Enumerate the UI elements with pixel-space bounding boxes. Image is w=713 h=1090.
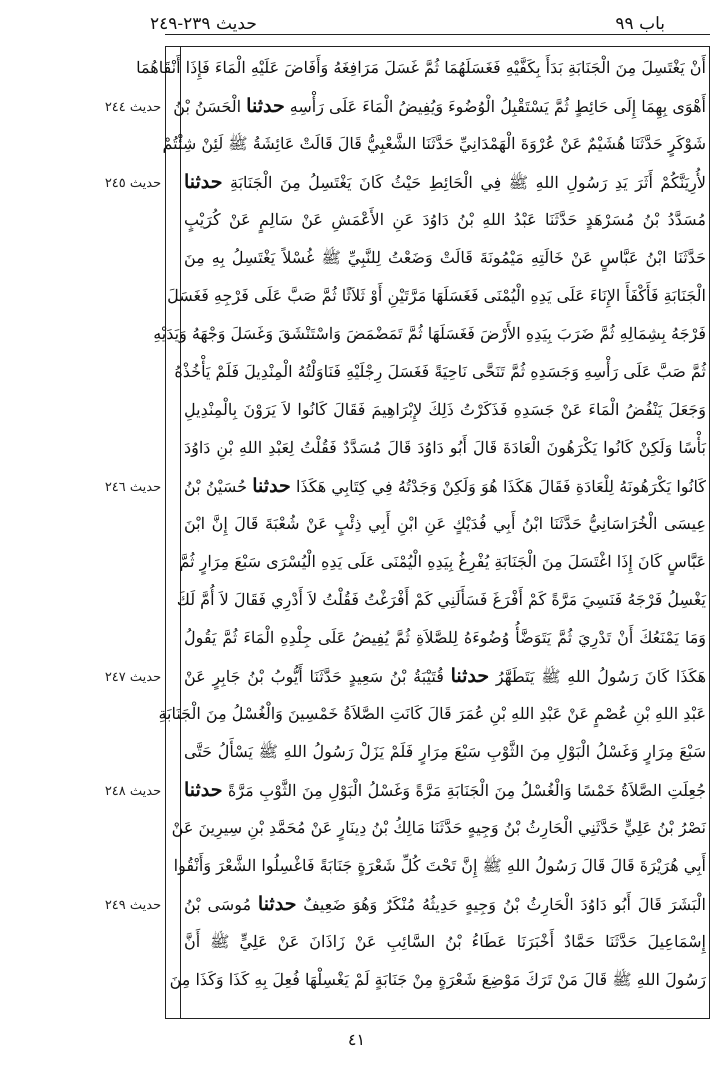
text-line: نَصْرُ بْنُ عَلِيٍّ حَدَّثَنِي الْحَارِثُ بْنُ وَجِيهٍ حَدَّثَنَا مَالِكُ بْنُ دِينَارٍ عَنْ مُحَمَّدِ بْنِ سِيرِينَ عَنْ <box>171 818 706 837</box>
text-line: الْبَشَرَ قَالَ أَبُو دَاوُدَ الْحَارِثُ بْنُ وَجِيهٍ حَدِيثُهُ مُنْكَرٌ وَهُوَ ضَعِيفٌ حدثنا مُوسَى بْنُ <box>184 893 707 915</box>
chapter-label: باب ٩٩ <box>615 14 665 34</box>
text-line: عَبَّاسٍ كَانَ إِذَا اغْتَسَلَ مِنَ الْجَنَابَةِ يُفْرِغُ بِيَدِهِ الْيُمْنَى عَلَى يَدِهِ الْيُسْرَى سَبْعَ مِرَارٍ ثُمَّ <box>179 552 706 571</box>
haddathana-keyword: حدثنا <box>184 779 223 801</box>
text-line: يَغْسِلُ فَرْجَهُ فَنَسِيَ مَرَّةً كَمْ أَفْرَغَ فَسَأَلَنِي كَمْ أَفْرَغْتُ فَقُلْتُ لاَ أَدْرِي فَقَالَ لاَ أُمَّ لَكَ <box>176 590 706 609</box>
text-line: هَكَذَا كَانَ رَسُولُ اللهِ ﷺ يَتَطَهَّرُ حدثنا قُتَيْبَةُ بْنُ سَعِيدٍ حَدَّثَنَا أَيُّوبُ بْنُ جَابِرٍ عَنْ <box>184 665 706 687</box>
text-line: أَنْ يَغْتَسِلَ مِنَ الْجَنَابَةِ بَدَأَ بِكَفَّيْهِ فَغَسَلَهُمَا ثُمَّ غَسَلَ مَرَافِغَهُ وَأَفَاضَ عَلَيْهِ الْمَاءَ فَإِذَا أَنْقَاهُمَا <box>136 58 706 77</box>
text-line: إِسْمَاعِيلَ حَدَّثَنَا حَمَّادٌ أَخْبَرَنَا عَطَاءُ بْنُ السَّائِبِ عَنْ زَاذَانَ عَنْ عَلِيٍّ ﷺ أَنَّ <box>184 932 706 951</box>
text-line: وَمَا يَمْنَعُكَ أَنْ تَدْرِيَ ثُمَّ يَتَوَضَّأُ وُضُوءَهُ لِلصَّلاَةِ ثُمَّ يُفِيضُ عَلَى جِلْدِهِ الْمَاءَ ثُمَّ يَقُولُ <box>184 628 706 647</box>
hadith-number-note: حديث ٢٤٩ <box>104 898 162 913</box>
body-text <box>136 46 707 1019</box>
hadith-range-label: حديث ٢٣٩-٢٤٩ <box>150 14 257 34</box>
text-line: لأُرِيَنَّكُمْ أَثَرَ يَدِ رَسُولِ اللهِ ﷺ فِي الْحَائِطِ حَيْثُ كَانَ يَغْتَسِلُ مِنَ الْجَنَابَةِ حدثنا <box>184 171 706 193</box>
text-line: مُسَدَّدُ بْنُ مُسَرْهَدٍ حَدَّثَنَا عَبْدُ اللهِ بْنُ دَاوُدَ عَنِ الأَعْمَشِ عَنْ سَالِمٍ عَنْ كُرَيْبٍ <box>184 210 706 229</box>
text-line: فَرْجَهُ بِشِمَالِهِ ثُمَّ ضَرَبَ بِيَدِهِ الأَرْضَ فَغَسَلَهَا ثُمَّ تَمَضْمَضَ وَاسْتَنْشَقَ وَغَسَلَ وَجْهَهُ وَيَدَيْهِ <box>153 324 706 343</box>
haddathana-keyword: حدثنا <box>450 665 490 687</box>
hadith-number-note: حديث ٢٤٥ <box>104 176 162 191</box>
hadith-number-note: حديث ٢٤٦ <box>104 480 162 495</box>
text-line: كَانُوا يَكْرَهُونَهُ لِلْعَادَةِ فَقَالَ هَكَذَا هُوَ وَلَكِنْ وَجَدْتُهُ فِي كِتَابِي هَكَذَا حدثنا حُسَيْنُ بْنُ <box>184 475 706 497</box>
text-line: شَوْكَرٍ حَدَّثَنَا هُشَيْمٌ عَنْ عُرْوَةَ الْهَمْدَانِيِّ حَدَّثَنَا الشَّعْبِيُّ قَالَ قَالَتْ عَائِشَةُ ﷺ لَئِنْ شِئْتُمْ <box>162 134 706 153</box>
text-line: جُعِلَتِ الصَّلاَةُ خَمْسًا وَالْغُسْلُ مِنَ الْجَنَابَةِ مَرَّةً وَغَسْلُ الْبَوْلِ مِنَ الثَّوْبِ مَرَّةً حدثنا <box>184 779 706 801</box>
page-header <box>0 12 713 40</box>
text-line: رَسُولَ اللهِ ﷺ قَالَ مَنْ تَرَكَ مَوْضِعَ شَعْرَةٍ مِنْ جَنَابَةٍ لَمْ يَغْسِلْهَا فُعِلَ بِهِ كَذَا وَكَذَا مِنَ <box>169 970 706 989</box>
text-line: عِيسَى الْخُرَاسَانِيُّ حَدَّثَنَا ابْنُ أَبِي فُدَيْكٍ عَنِ ابْنِ أَبِي ذِئْبٍ عَنْ شُعْبَةَ قَالَ إِنَّ ابْنَ <box>184 514 706 533</box>
haddathana-keyword: حدثنا <box>257 893 297 915</box>
page-number: ٤١ <box>347 1030 366 1049</box>
text-line: أَبِي هُرَيْرَةَ قَالَ قَالَ رَسُولُ اللهِ ﷺ إِنَّ تَحْتَ كُلِّ شَعْرَةٍ جَنَابَةً فَاغْسِلُوا الشَّعْرَ وَأَنْقُوا <box>173 856 706 875</box>
text-line: وَجَعَلَ يَنْفُضُ الْمَاءَ عَنْ جَسَدِهِ فَذَكَرْتُ ذَلِكَ لإِبْرَاهِيمَ فَقَالَ كَانُوا لاَ يَرَوْنَ بِالْمِنْدِيلِ <box>184 400 706 419</box>
header-rule <box>165 34 710 35</box>
text-line: أَهْوَى بِهِمَا إِلَى حَائِطٍ ثُمَّ يَسْتَقْبِلُ الْوُضُوءَ وَيُفِيضُ الْمَاءَ عَلَى رَأْسِهِ حدثنا الْحَسَنُ بْنُ <box>173 95 706 117</box>
text-line: الْجَنَابَةِ فَأَكْفَأَ الإِنَاءَ عَلَى يَدِهِ الْيُمْنَى فَغَسَلَهَا مَرَّتَيْنِ أَوْ ثَلاَثًا ثُمَّ صَبَّ عَلَى فَرْجِهِ فَغَسَلَ <box>167 286 706 305</box>
haddathana-keyword: حدثنا <box>184 171 223 193</box>
hadith-number-note: حديث ٢٤٤ <box>104 100 162 115</box>
text-line: حَدَّثَنَا ابْنُ عَبَّاسٍ عَنْ خَالَتِهِ مَيْمُونَةَ قَالَتْ وَضَعْتُ لِلنَّبِيِّ ﷺ غُسْلاً يَغْتَسِلُ بِهِ مِنَ <box>184 248 706 267</box>
text-line: سَبْعَ مِرَارٍ وَغَسْلُ الْبَوْلِ مِنَ الثَّوْبِ سَبْعَ مِرَارٍ فَلَمْ يَزَلْ رَسُولُ اللهِ ﷺ يَسْأَلُ حَتَّى <box>184 742 706 761</box>
haddathana-keyword: حدثنا <box>252 475 291 497</box>
text-line: عَبْدِ اللهِ بْنِ عُصْمٍ عَنْ عَبْدِ اللهِ بْنِ عُمَرَ قَالَ كَانَتِ الصَّلاَةُ خَمْسِينَ وَالْغُسْلُ مِنَ الْجَنَابَةِ <box>158 704 706 723</box>
hadith-number-note: حديث ٢٤٨ <box>104 784 162 799</box>
haddathana-keyword: حدثنا <box>246 95 285 117</box>
hadith-number-note: حديث ٢٤٧ <box>104 670 162 685</box>
text-line: ثُمَّ صَبَّ عَلَى رَأْسِهِ وَجَسَدِهِ ثُمَّ تَنَحَّى نَاحِيَةً فَغَسَلَ رِجْلَيْهِ فَنَاوَلْتُهُ الْمِنْدِيلَ فَلَمْ يَأْخُذْهُ <box>174 362 706 381</box>
text-line: بَأْسًا وَلَكِنْ كَانُوا يَكْرَهُونَ الْعَادَةَ قَالَ أَبُو دَاوُدَ قَالَ مُسَدَّدٌ فَقُلْتُ لِعَبْدِ اللهِ بْنِ دَاوُدَ <box>184 438 706 457</box>
